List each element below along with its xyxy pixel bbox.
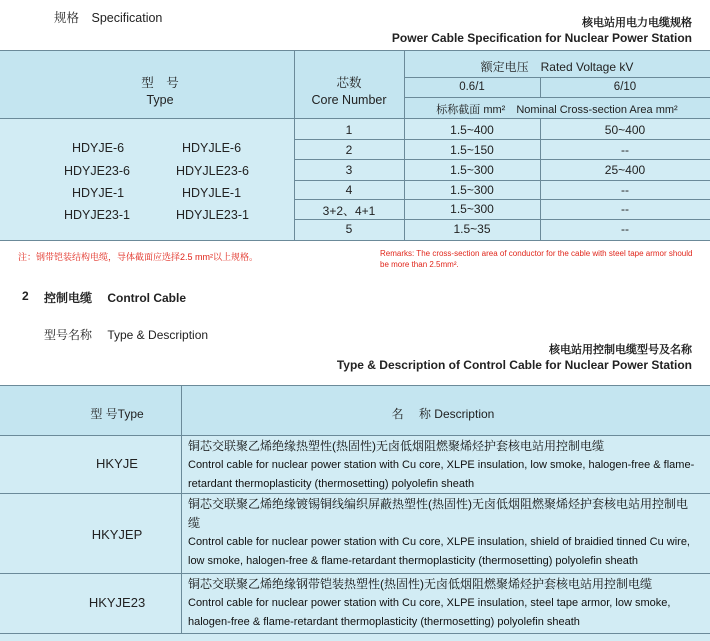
model-right: HDYJLE23-1 [176,208,249,222]
rated-voltage-header: 额定电压 Rated Voltage kV [480,60,634,74]
type-header-cn: 型 号 [141,76,179,90]
area-0-6-1-cell: 1.5~300 [450,183,494,197]
area-0-6-1-cell: 1.5~300 [450,202,494,216]
description-cn: 铜芯交联聚乙烯绝缘钢带铠装热塑性(热固性)无卤低烟阻燃聚烯烃护套核电站用控制电缆 [188,577,652,591]
core-number-cell: 2 [345,143,353,157]
cable-description [188,575,698,632]
description-cn: 铜芯交联聚乙烯绝缘热塑性(热固性)无卤低烟阻燃聚烯烃护套核电站用控制电缆 [188,439,604,453]
cable-type-code: HKYJEP [91,527,143,542]
area-0-6-1-cell: 1.5~400 [450,123,494,137]
core-number-cell: 3 [345,163,353,177]
area-6-10-cell: -- [621,202,629,216]
cross-section-header: 标称截面 mm² Nominal Cross-section Area mm² [436,104,678,116]
cable-description [188,495,698,571]
description-cn: 铜芯交联聚乙烯绝缘镀锡铜线编织屏蔽热塑性(热固性)无卤低烟阻燃聚烯烃护套核电站用控制电缆 [188,497,688,530]
area-6-10-cell: -- [621,222,629,236]
area-6-10-cell: -- [621,183,629,197]
power-table-title-en: Power Cable Specification for Nuclear Power Station [391,31,692,45]
description-en: Control cable for nuclear power station with Cu core, XLPE insulation, steel tape armor, low smoke, halogen-free & flame-retardant thermoplasticity (thermosetting) polyolefin sheath [188,597,671,628]
area-0-6-1-cell: 1.5~35 [453,222,491,236]
core-number-cell: 4 [345,183,353,197]
area-6-10-cell: 25~400 [604,163,646,177]
cable-type-code: HKYJE23 [88,595,146,610]
core-header-en: Core Number [311,93,387,107]
area-6-10-cell: -- [621,143,629,157]
note-en: Remarks: The cross-section area of conductor for the cable with steel tape armor should be more than 2.5mm². [380,249,693,269]
section2-subheading: 型号名称 Type & Description [44,328,209,342]
core-header-cn: 芯数 [336,76,362,90]
note-cn: 注：钢带铠装结构电缆，导体截面应选择2.5 mm²以上规格。 [18,252,259,262]
model-left: HDYJE23-6 [64,164,130,178]
model-left: HDYJE-1 [72,186,125,200]
core-number-cell: 1 [345,123,353,137]
cable-description [188,437,698,494]
section1-heading: 规格 Specification [54,11,163,25]
description-en: Control cable for nuclear power station with Cu core, XLPE insulation, shield of braidied tinned Cu wire, low smoke, halogen-free & flame-retardant thermoplasticity (thermosetting) polyolefin sheath [188,536,690,567]
model-right: HDYJLE23-6 [176,164,249,178]
control-table-title-cn: 核电站用控制电缆型号及名称 [549,344,692,356]
power-table-title-cn: 核电站用电力电缆规格 [582,17,692,29]
section2-heading: 控制电缆 Control Cable [44,291,187,305]
description-column-header: 名 称 Description [391,407,495,421]
core-number-cell: 5 [345,222,353,236]
model-left: HDYJE23-1 [64,208,130,222]
control-table-title-en: Type & Description of Control Cable for Nuclear Power Station [336,358,692,372]
voltage-6-10-header: 6/10 [613,81,637,93]
model-left: HDYJE-6 [72,141,125,155]
area-6-10-cell: 50~400 [604,123,646,137]
area-0-6-1-cell: 1.5~300 [450,163,494,177]
voltage-0-6-1-header: 0.6/1 [459,81,485,93]
section2-number: 2 [22,289,29,303]
model-right: HDYJLE-1 [182,186,242,200]
cable-type-code: HKYJE [96,456,138,471]
model-right: HDYJLE-6 [182,141,242,155]
description-en: Control cable for nuclear power station with Cu core, XLPE insulation, low smoke, halogen-free & flame-retardant thermoplasticity (thermosetting) polyolefin sheath [188,459,695,490]
area-0-6-1-cell: 1.5~150 [450,143,494,157]
type-column-header: 型 号Type [90,407,144,421]
type-header-en: Type [146,93,174,107]
core-number-cell: 3+2、4+1 [322,204,376,218]
